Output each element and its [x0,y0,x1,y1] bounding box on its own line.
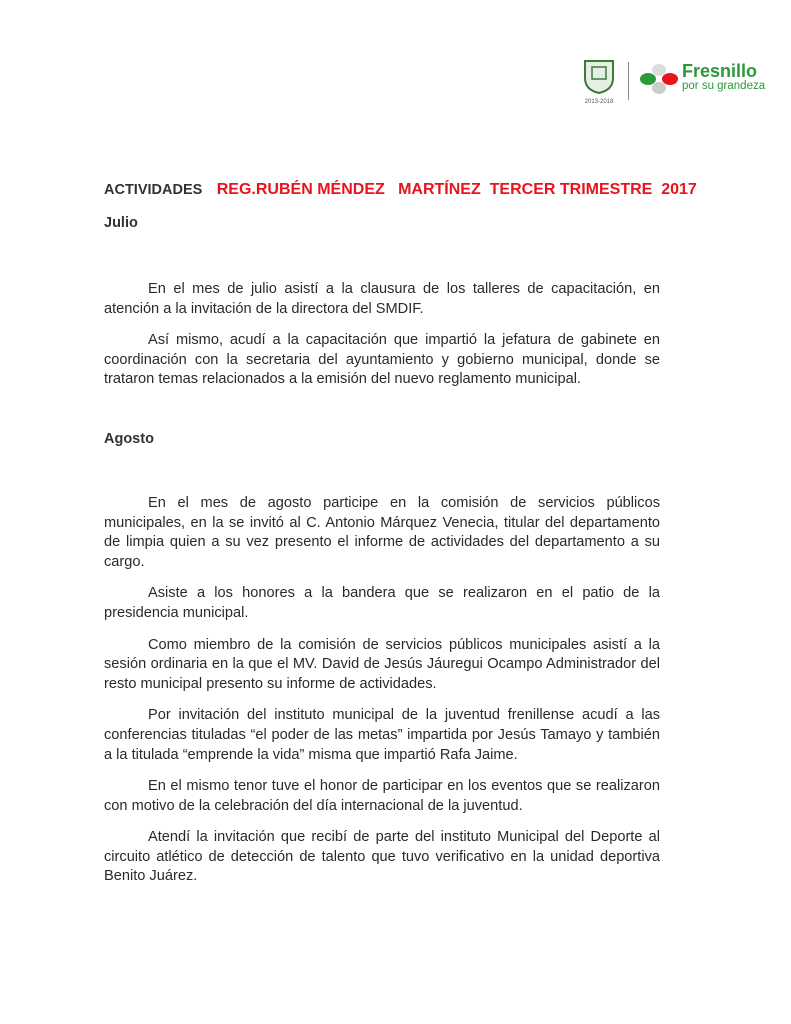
paragraph: En el mismo tenor tuve el honor de participar en los eventos que se realizaron con motivo de la celebración del día internacional de la juventud. [104,778,660,814]
logo-divider [628,62,629,100]
paragraph: Atendí la invitación que recibí de parte del instituto Municipal del Deporte al circuito atlético de detección de talento que tuvo verificativo en la unidad deportiva Benito Juárez. [104,829,660,885]
paragraph: Así mismo, acudí a la capacitación que impartió la jefatura de gabinete en coordinación con la secretaria del ayuntamiento y gobierno municipal, donde se trataron temas relacionados a la emisión del nuevo reglamento municipal. [104,332,660,388]
municipal-seal-logo [582,58,616,105]
paragraph: En el mes de julio asistí a la clausura de los talleres de capacitación, en atención a la invitación de la directora del SMDIF. [104,281,660,317]
fresnillo-logo-icon [638,62,680,101]
paragraph: Asiste a los honores a la bandera que se realizaron en el patio de la presidencia municipal. [104,585,660,621]
title-label: ACTIVIDADES [104,182,203,198]
document-body [104,180,697,899]
paragraph: En el mes de agosto participe en la comisión de servicios públicos municipales, en la se invitó al C. Antonio Márquez Venecia, titular del departamento de limpia quien a su vez presento el informe de actividades del departamento a su cargo. [104,494,660,570]
title-highlight: REG.RUBÉN MÉNDEZ MARTÍNEZ TERCER TRIMESTRE 2017 [216,181,697,198]
seal-caption: 2013-2018 [584,99,614,105]
section-heading-julio: Julio [104,215,138,231]
paragraph: Como miembro de la comisión de servicios públicos municipales asistí a la sesión ordinaria en la que el MV. David de Jesús Jáuregui Ocampo Administrador del resto municipal presento su informe de actividades. [104,636,660,692]
paragraph: Por invitación del instituto municipal de la juventud frenillense acudí a las conferencias tituladas “el poder de las metas” impartida por Jesús Tamayo y también a la titulada “emprende la vida” misma que impartió Rafa Jaime. [104,707,660,763]
section-heading-agosto: Agosto [104,430,154,447]
brand-logo-text [682,62,765,92]
brand-name: Fresnillo [682,61,758,81]
document-title [104,180,784,200]
brand-tagline: por su grandeza [682,80,766,92]
seal-icon [582,58,616,94]
